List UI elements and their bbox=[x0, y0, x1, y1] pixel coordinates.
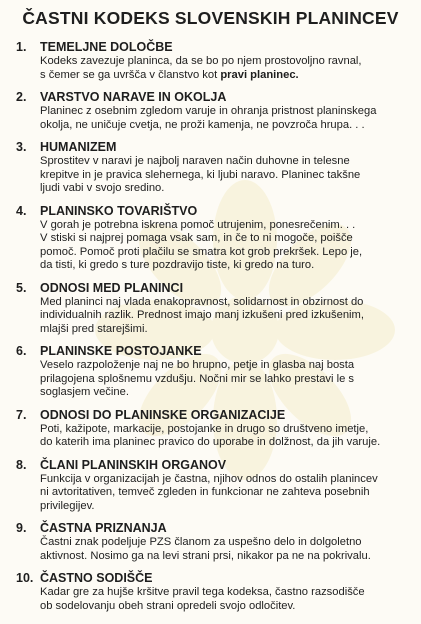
text-line bbox=[40, 69, 411, 83]
text-line: aktivnost. Nosimo ga na levi strani prsi, nikakor pa ne na pokrivalu. bbox=[40, 549, 371, 562]
text-line: Kadar gre za hujše kršitve pravil tega kodeksa, častno razsodišče bbox=[40, 586, 365, 598]
text-line: soglasjem večine. bbox=[40, 386, 129, 398]
text-line: krepitve in je pravica slehernega, ki ljubi naravo. Planinec takšne bbox=[40, 168, 361, 181]
text-line: pomoč. Pomoč proti plačilu se smatra kot grob prekršek. Lepo je, bbox=[40, 245, 363, 258]
text-line: da tisti, ki gredo s ture pozdravijo tiste, ki gredo na turo. bbox=[40, 259, 315, 271]
text-line: individualnih razlik. Prednost imajo manj izkušeni pred izkušenim, bbox=[40, 309, 364, 321]
section-number: 7. bbox=[16, 407, 27, 422]
section-number: 8. bbox=[16, 457, 27, 472]
section-text bbox=[40, 219, 411, 273]
section-5 bbox=[0, 281, 421, 337]
section-10 bbox=[0, 571, 421, 613]
text-line: prilagojena splošnemu vzdušju. Nočni mir se lahko prestavi le s bbox=[40, 372, 355, 385]
section-text bbox=[40, 586, 411, 613]
section-heading: TEMELJNE DOLOČBE bbox=[40, 40, 173, 54]
emphasized-text: pravi planinec. bbox=[220, 68, 299, 81]
text-line: Častni znak podeljuje PZS članom za uspešno delo in dolgoletno bbox=[40, 536, 362, 548]
section-number: 3. bbox=[16, 140, 27, 154]
section-1 bbox=[0, 40, 421, 82]
text-line: ni avtoritativen, temveč zgleden in funkcionar ne zahteva posebnih bbox=[40, 486, 370, 498]
text-line: Sprostitev v naravi je najbolj naraven način duhovne in telesne bbox=[40, 155, 350, 167]
text-line: okolja, ne uničuje cvetja, ne proži kamenja, ne povzroča hrupa. . . bbox=[40, 118, 365, 131]
section-6 bbox=[0, 344, 421, 400]
section-9 bbox=[0, 521, 421, 563]
section-number: 6. bbox=[16, 344, 27, 358]
text-line: ob sodelovanju obeh strani opredeli svojo odločitev. bbox=[40, 599, 296, 612]
section-text bbox=[40, 473, 411, 514]
section-number: 10. bbox=[16, 571, 34, 585]
page-title: ČASTNI KODEKS SLOVENSKIH PLANINCEV bbox=[22, 8, 399, 28]
section-heading: VARSTVO NARAVE IN OKOLJA bbox=[40, 90, 227, 104]
text-line: privilegijev. bbox=[40, 499, 95, 512]
section-number: 5. bbox=[16, 280, 27, 295]
section-7 bbox=[0, 408, 421, 450]
section-heading: ČLANI PLANINSKIH ORGANOV bbox=[40, 457, 227, 472]
section-heading: ČASTNA PRIZNANJA bbox=[40, 521, 167, 535]
text-line: V gorah je potrebna iskrena pomoč utrujenim, ponesrečenim. . . bbox=[40, 218, 356, 231]
section-2 bbox=[0, 90, 421, 132]
section-text bbox=[40, 55, 411, 82]
text-line: Med planinci naj vlada enakopravnost, solidarnost in obzirnost do bbox=[40, 295, 364, 308]
section-4 bbox=[0, 204, 421, 273]
section-8 bbox=[0, 458, 421, 514]
text-line: V stiski si najprej pomaga vsak sam, in če to ni mogoče, poišče bbox=[40, 232, 353, 244]
text-line: Kodeks zavezuje planinca, da se bo po njem prostovoljno ravnal, bbox=[40, 55, 362, 67]
section-text bbox=[40, 423, 411, 450]
section-text bbox=[40, 105, 411, 132]
text-line: Veselo razpoloženje naj ne bo hrupno, petje in glasba naj bosta bbox=[40, 359, 355, 371]
section-text bbox=[40, 536, 411, 563]
text-line: mlajši pred starejšimi. bbox=[40, 322, 148, 335]
section-heading: HUMANIZEM bbox=[40, 140, 117, 154]
text-line: Poti, kažipote, markacije, postojanke in drugo so društveno imetje, bbox=[40, 422, 369, 435]
section-number: 9. bbox=[16, 521, 27, 535]
text-line: Funkcija v organizacijah je častna, njihov odnos do ostalih planincev bbox=[40, 472, 378, 485]
section-text bbox=[40, 359, 411, 400]
section-number: 4. bbox=[16, 203, 27, 218]
section-heading: PLANINSKO TOVARIŠTVO bbox=[40, 203, 198, 218]
text-line: Planinec z osebnim zgledom varuje in ohranja pristnost planinskega bbox=[40, 105, 377, 117]
section-heading: PLANINSKE POSTOJANKE bbox=[40, 344, 202, 358]
sections-list bbox=[0, 40, 421, 621]
section-3 bbox=[0, 140, 421, 196]
section-number: 2. bbox=[16, 90, 27, 104]
section-heading: ODNOSI DO PLANINSKE ORGANIZACIJE bbox=[40, 407, 286, 422]
section-text bbox=[40, 155, 411, 196]
section-heading: ČASTNO SODIŠČE bbox=[40, 571, 153, 585]
section-heading: ODNOSI MED PLANINCI bbox=[40, 280, 184, 295]
text-line: ljudi vabi v svojo sredino. bbox=[40, 182, 165, 194]
text-line-part: s čemer se ga uvršča v članstvo kot bbox=[40, 68, 221, 81]
text-line: do katerih ima planinec pravico do uporabe in dolžnost, da jih varuje. bbox=[40, 436, 381, 448]
section-number: 1. bbox=[16, 40, 27, 54]
section-text bbox=[40, 296, 411, 337]
